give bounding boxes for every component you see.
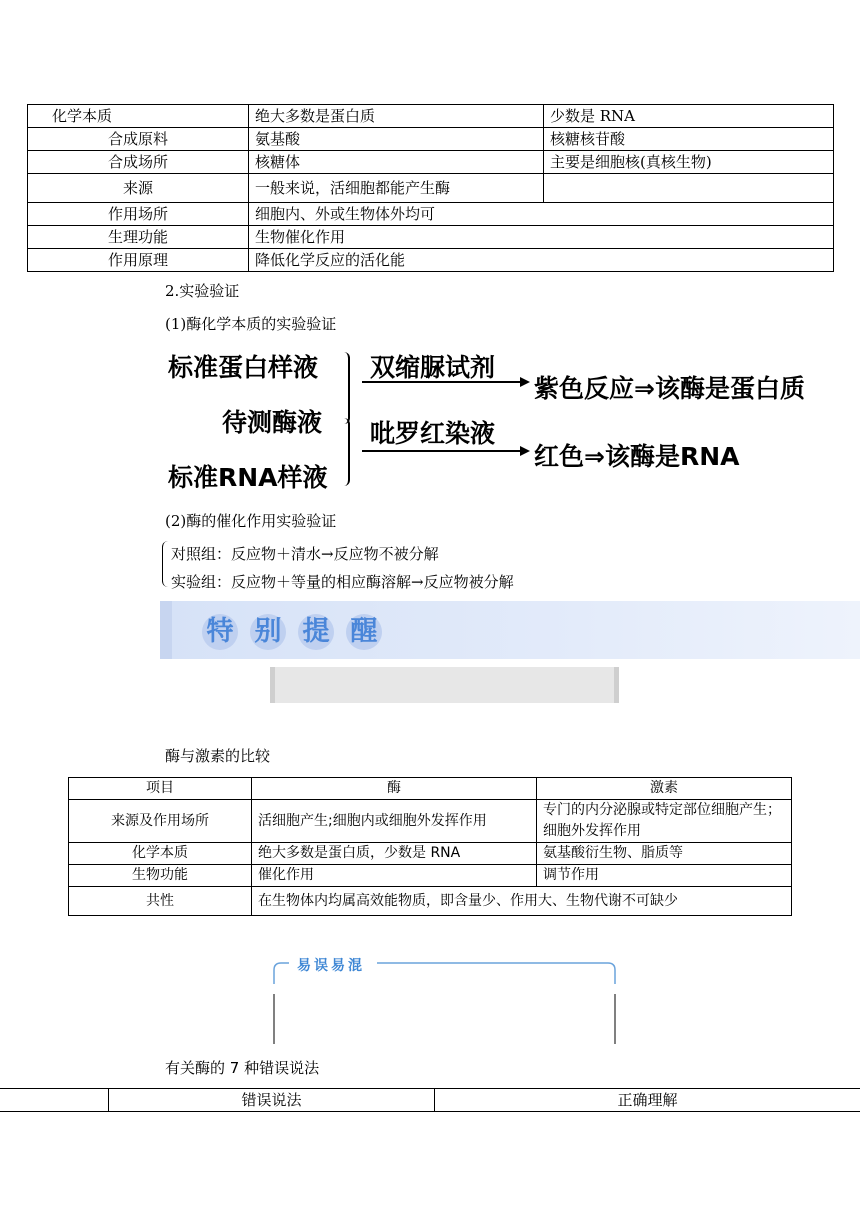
cell: 降低化学反应的活化能 [249, 249, 834, 272]
tip-char: 醒 [346, 614, 382, 650]
cell: 绝大多数是蛋白质，少数是 RNA [252, 843, 537, 865]
cell: 生物催化作用 [249, 226, 834, 249]
enzyme-nature-table [27, 104, 834, 272]
cell: 核糖体 [249, 151, 544, 174]
wrong-sayings-table [0, 1088, 860, 1112]
tip-char: 别 [250, 614, 286, 650]
cell: 少数是 RNA [544, 105, 834, 128]
cell: 活细胞产生;细胞内或细胞外发挥作用 [252, 800, 537, 843]
section-title: 2.实验验证 [165, 282, 240, 300]
header-cell: 项目 [69, 778, 252, 800]
diagram-left-2: 待测酶液 [222, 408, 323, 437]
cell [544, 174, 834, 203]
cell: 细胞内、外或生物体外均可 [249, 203, 834, 226]
cell: 氨基酸 [249, 128, 544, 151]
row-label: 作用场所 [28, 203, 249, 226]
reagent-2: 吡罗红染液 [370, 419, 496, 448]
cell: 绝大多数是蛋白质 [249, 105, 544, 128]
tip-banner [160, 601, 860, 659]
row-label: 共性 [69, 887, 252, 916]
diagram-left-1: 标准蛋白样液 [168, 353, 319, 382]
enzyme-hormone-table [68, 777, 792, 916]
row-label: 生理功能 [28, 226, 249, 249]
control-group: 对照组：反应物＋清水→反应物不被分解 [171, 545, 439, 563]
cell: 专门的内分泌腺或特定部位细胞产生；细胞外发挥作用 [537, 800, 792, 843]
brace-top [342, 352, 350, 424]
row-label: 合成原料 [28, 128, 249, 151]
cell: 氨基酸衍生物、脂质等 [537, 843, 792, 865]
tip-char: 提 [298, 614, 334, 650]
mix-label: 易误易混 [297, 958, 365, 974]
group-brace [162, 541, 169, 587]
cell: 主要是细胞核(真核生物) [544, 151, 834, 174]
banner-bar [160, 601, 172, 659]
arrows [360, 376, 530, 466]
compare-title: 酶与激素的比较 [165, 747, 271, 765]
row-label: 生物功能 [69, 865, 252, 887]
header-cell: 酶 [252, 778, 537, 800]
reagent-1: 双缩脲试剂 [370, 353, 496, 382]
header-cell: 正确理解 [435, 1089, 860, 1112]
diagram-left-3: 标准RNA样液 [168, 463, 328, 492]
cell: 一般来说，活细胞都能产生酶 [249, 174, 544, 203]
cell: 在生物体内均属高效能物质，即含量少、作用大、生物代谢不可缺少 [252, 887, 792, 916]
cell: 催化作用 [252, 865, 537, 887]
result-2: 红色⇒该酶是RNA [534, 442, 740, 471]
tip-char: 特 [202, 614, 238, 650]
tip-content-box [270, 667, 619, 703]
experiment-group: 实验组：反应物＋等量的相应酶溶解→反应物被分解 [171, 573, 514, 591]
cell: 调节作用 [537, 865, 792, 887]
row-label: 化学本质 [28, 105, 249, 128]
cell: 核糖核苷酸 [544, 128, 834, 151]
row-label: 作用原理 [28, 249, 249, 272]
header-cell: 激素 [537, 778, 792, 800]
brace-bottom [342, 418, 350, 486]
wrong-title: 有关酶的 7 种错误说法 [165, 1059, 320, 1077]
row-label: 来源及作用场所 [69, 800, 252, 843]
row-label: 化学本质 [69, 843, 252, 865]
row-label: 合成场所 [28, 151, 249, 174]
subsection-title: (1)酶化学本质的实验验证 [165, 315, 337, 333]
header-cell: 错误说法 [109, 1089, 435, 1112]
header-cell [0, 1089, 109, 1112]
subsection-title-2: (2)酶的催化作用实验验证 [165, 512, 337, 530]
row-label: 来源 [28, 174, 249, 203]
result-1: 紫色反应⇒该酶是蛋白质 [534, 374, 805, 403]
